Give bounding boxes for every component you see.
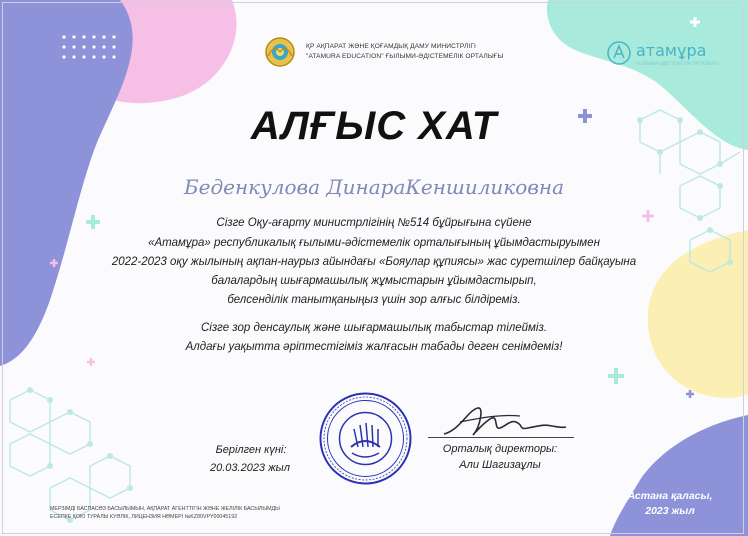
body-line: белсенділік танытқаныңыз үшін зор алғыс білдіреміз. <box>227 294 521 306</box>
year-label: 2023 жыл <box>645 505 695 517</box>
director-name: Али Шагизаұлы <box>459 459 541 471</box>
certificate-title: АЛҒЫС ХАТ <box>250 104 498 148</box>
body-line: балалардың шығармашылық жұмыстарын ұйымдастырып, <box>211 275 537 287</box>
director-label: Орталық директоры: <box>442 443 558 455</box>
atamura-logo-icon <box>606 40 632 66</box>
kazakhstan-emblem-icon <box>264 36 296 68</box>
director-signature <box>440 400 570 442</box>
license-line-2: ЕСЕПКЕ ҚОЮ ТУРАЛЫ КУӘЛІК, ЛИЦЕНЗИЯ НӨМЕРІ №KZ80VPY00045192 <box>50 514 238 520</box>
issued-label: Берілген күні: <box>215 444 287 456</box>
ministry-line-2: "ATAMURA EDUCATION" ҒЫЛЫМИ-ӘДІСТЕМЕЛІК ОРТАЛЫҒЫ <box>306 53 504 60</box>
wish-line: Сізге зор денсаулық және шығармашылық табыстар тілейміз. <box>200 322 548 334</box>
logo-name: атамұра <box>636 41 707 60</box>
city-label: Астана қаласы, <box>627 490 713 502</box>
body-line: Сізге Оқу-ағарту министрлігінің №514 бұйрығына сүйене <box>216 217 532 229</box>
body-line: 2022-2023 оқу жылының ақпан-наурыз айындағы «Бояулар құпиясы» жас суретшілер байқауына <box>111 256 637 268</box>
official-stamp-icon <box>318 391 413 486</box>
body-line: «Атамұра» республикалық ғылыми-әдістемелік орталығының ұйымдастыруымен <box>148 237 600 249</box>
logo-subtitle: ҒЫЛЫМИ-ӘДІСТЕМЕЛІК ОРТАЛЫҒЫ <box>636 62 719 67</box>
ministry-header <box>264 36 504 76</box>
ministry-line-1: ҚР АҚПАРАТ ЖӘНЕ ҚОҒАМДЫҚ ДАМУ МИНИСТРЛІГІ <box>306 43 476 50</box>
wish-line: Алдағы уақытта әріптестігіміз жалғасын табады деген сенімдеміз! <box>185 341 563 353</box>
signature-line <box>428 437 574 438</box>
atamura-logo <box>606 38 719 78</box>
issued-date: 20.03.2023 жыл <box>210 462 290 474</box>
recipient-name: Беденкулова ДинараКеншиликовна <box>183 175 565 199</box>
license-line-1: МЕРЗІМДІ БАСПАСӨЗ БАСЫЛЫМЫН, АҚПАРАТ АГЕНТТІГІН ЖӘНЕ ЖЕЛІЛІК БАСЫЛЫМДЫ <box>50 506 280 512</box>
